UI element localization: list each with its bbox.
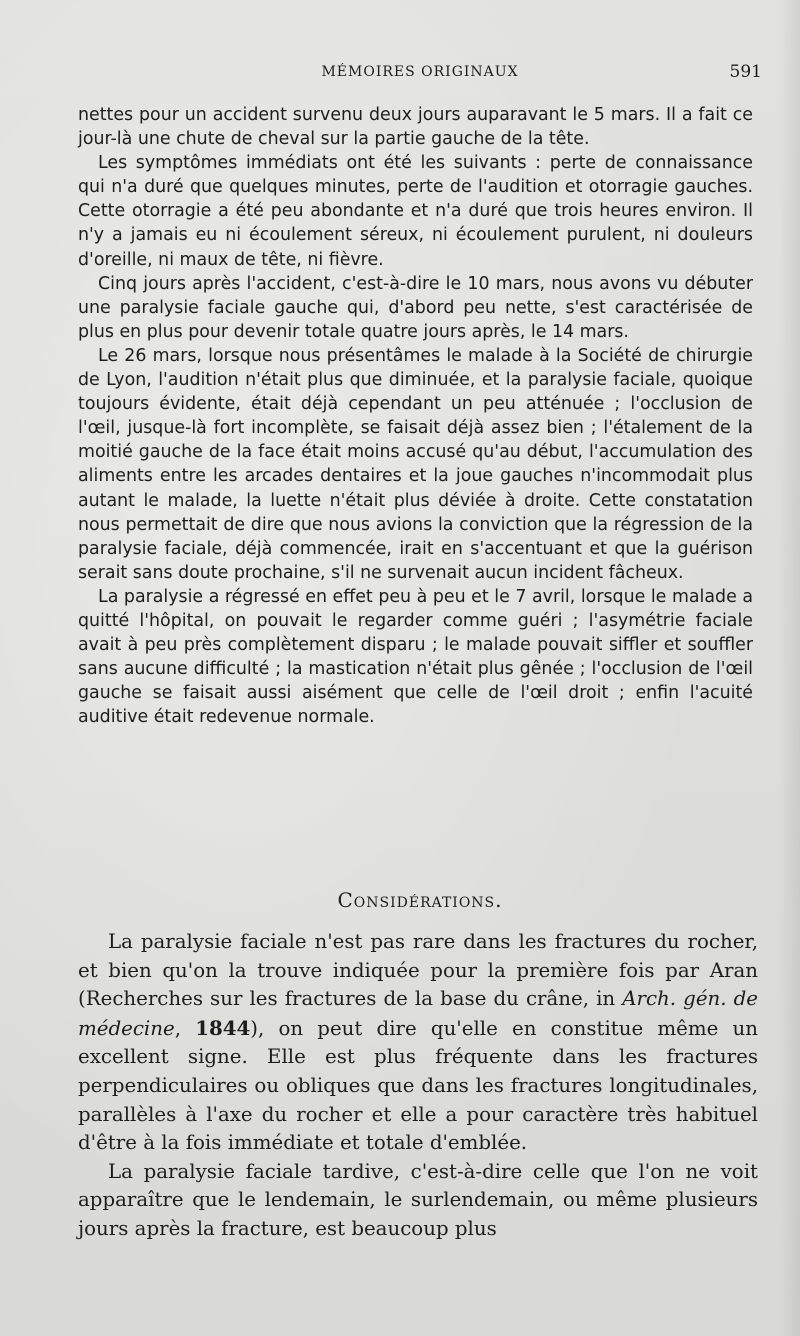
paragraph-considerations-1 (78, 928, 758, 1158)
considerations-text (78, 928, 758, 1244)
paragraph-recovery: La paralysie a régressé en effet peu à peu et le 7 avril, lorsque le malade a quitté l'hôpital, on pouvait le regarder comme guéri ; l'asymétrie faciale avait à peu près complètement disparu ; le malade pouvait siffler et souffler sans aucune difficulté ; la mastication n'était plus gênée ; l'occlusion de l'œil gauche se faisait aussi aisément que celle de l'œil droit ; enfin l'acuité auditive était redevenue normale. (78, 586, 753, 728)
page-edge-shadow (778, 0, 800, 1336)
paragraph-text: ), on peut dire qu'elle en constitue même un excellent signe. Elle est plus fréquente dans les fractures perpendiculaires ou obliques que dans les fractures longitudinales, parallèles à l'axe du rocher et elle a pour caractère très habituel d'être à la fois immédiate et totale d'emblée. (78, 1016, 759, 1155)
paragraph-considerations-2: La paralysie faciale tardive, c'est-à-dire celle que l'on ne voit apparaître que le lendemain, le surlendemain, ou même plusieurs jours après la fracture, est beaucoup plus (78, 1159, 758, 1240)
section-heading: Considérations. (337, 888, 503, 912)
publication-year: 1844 (195, 1015, 251, 1040)
paragraph-symptoms: Les symptômes immédiats ont été les suivants : perte de connaissance qui n'a duré que quelques minutes, perte de l'audition et otorragie gauches. Cette otorragie a été peu abondante et n'a duré que trois heures environ. Il n'y a jamais eu ni écoulement séreux, ni écoulement purulent, ni douleurs d'oreille, ni maux de tête, ni fièvre. (78, 153, 753, 270)
running-head: MÉMOIRES ORIGINAUX (321, 64, 519, 80)
paragraph-progress: Le 26 mars, lorsque nous présentâmes le malade à la Société de chirurgie de Lyon, l'audition n'était plus que diminuée, et la paralysie faciale, quoique toujours évidente, était déjà cependant un peu atténuée ; l'occlusion de l'œil, jusque-là fort incomplète, se faisait déjà assez bien ; l'étalement de la moitié gauche de la face était moins accusé qu'au début, l'accumulation des aliments entre les arcades dentaires et la joue gauches n'incommodait plus autant le malade, la luette n'était plus déviée à droite. Cette constatation nous permettait de dire que nous avions la conviction que la régression de la paralysie faciale, déjà commencée, irait en s'accentuant et que la guérison serait sans doute prochaine, s'il ne survenait aucun incident fâcheux. (78, 345, 753, 583)
page-number: 591 (729, 62, 762, 82)
case-report-text (78, 103, 753, 729)
comma: , (174, 1016, 196, 1040)
paragraph-continuation: nettes pour un accident survenu deux jours auparavant le 5 mars. Il a fait ce jour-là une chute de cheval sur la partie gauche de la tête. (78, 105, 753, 150)
page-header (78, 60, 762, 88)
journal-title: Arch. gén. de médecine (78, 987, 758, 1040)
paragraph-onset: Cinq jours après l'accident, c'est-à-dire le 10 mars, nous avons vu débuter une paralysie faciale gauche qui, d'abord peu nette, s'est caractérisée de plus en plus pour devenir totale quatre jours après, le 14 mars. (78, 273, 753, 342)
paragraph-text: La paralysie faciale n'est pas rare dans les fractures du rocher, et bien qu'on la trouve indiquée pour la première fois par Aran (Recherches sur les fractures de la base du crâne, in (78, 930, 758, 1011)
